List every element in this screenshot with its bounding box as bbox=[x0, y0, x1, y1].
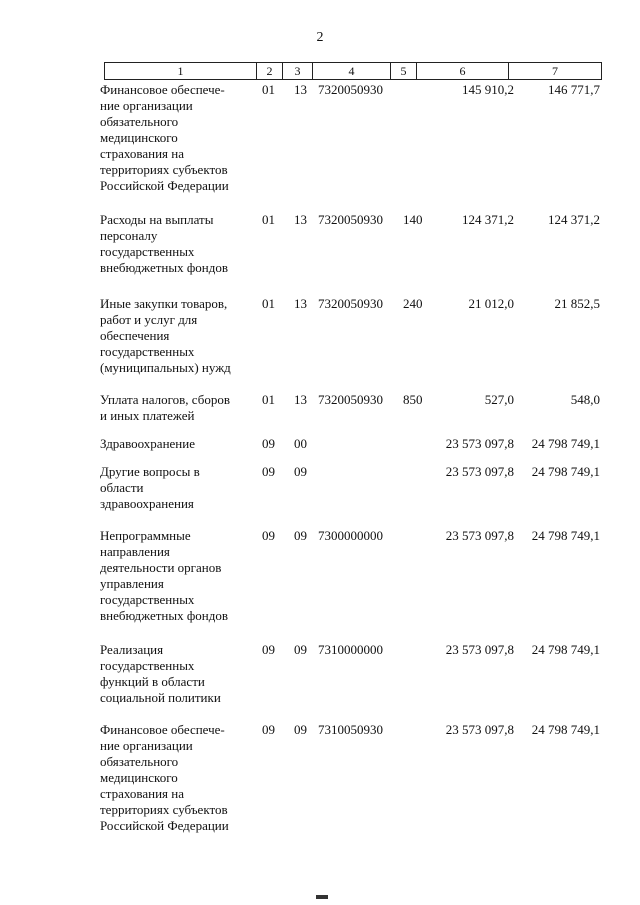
header-col-2: 2 bbox=[257, 63, 283, 79]
row-name: Другие вопросы в области здравоохранения bbox=[100, 464, 200, 511]
row-col-3: 13 bbox=[294, 296, 307, 311]
row-name: Расходы на выплаты персоналу государственных внебюджетных фондов bbox=[100, 212, 228, 275]
row-col-3: 09 bbox=[294, 722, 307, 737]
row-col-2: 01 bbox=[262, 82, 275, 97]
row-col-5: 240 bbox=[403, 296, 423, 311]
header-col-5: 5 bbox=[391, 63, 417, 79]
row-col-7: 24 798 749,1 bbox=[531, 528, 600, 543]
row-name: Реализация государственных функций в области социальной политики bbox=[100, 642, 221, 705]
scan-mark bbox=[316, 895, 328, 899]
row-col-2: 01 bbox=[262, 392, 275, 407]
row-col-3: 09 bbox=[294, 642, 307, 657]
header-col-1: 1 bbox=[105, 63, 257, 79]
page-number: 2 bbox=[316, 30, 324, 45]
row-name: Финансовое обеспече- ние организации обязательного медицинского страхования на территориях субъектов Российской Федерации bbox=[100, 82, 229, 193]
header-col-6: 6 bbox=[417, 63, 509, 79]
row-col-6: 527,0 bbox=[484, 392, 514, 407]
row-col-6: 145 910,2 bbox=[462, 82, 514, 97]
row-col-2: 09 bbox=[262, 464, 275, 479]
row-col-4: 7320050930 bbox=[318, 212, 383, 227]
row-col-3: 13 bbox=[294, 392, 307, 407]
row-name: Уплата налогов, сборов и иных платежей bbox=[100, 392, 230, 423]
header-col-3: 3 bbox=[283, 63, 313, 79]
row-col-3: 09 bbox=[294, 528, 307, 543]
row-col-7: 24 798 749,1 bbox=[531, 642, 600, 657]
row-name: Иные закупки товаров, работ и услуг для обеспечения государственных (муниципальных) нужд bbox=[100, 296, 231, 375]
row-col-2: 01 bbox=[262, 296, 275, 311]
row-col-2: 09 bbox=[262, 436, 275, 451]
row-name: Здравоохранение bbox=[100, 436, 195, 451]
row-col-7: 21 852,5 bbox=[554, 296, 600, 311]
row-col-6: 23 573 097,8 bbox=[445, 436, 514, 451]
row-col-3: 00 bbox=[294, 436, 307, 451]
row-col-3: 09 bbox=[294, 464, 307, 479]
row-col-7: 24 798 749,1 bbox=[531, 722, 600, 737]
row-col-7: 24 798 749,1 bbox=[531, 436, 600, 451]
row-col-5: 850 bbox=[403, 392, 423, 407]
row-col-4: 7300000000 bbox=[318, 528, 383, 543]
row-col-6: 124 371,2 bbox=[462, 212, 514, 227]
header-col-7: 7 bbox=[552, 64, 558, 78]
row-col-4: 7320050930 bbox=[318, 82, 383, 97]
row-col-4: 7320050930 bbox=[318, 392, 383, 407]
row-col-7: 124 371,2 bbox=[548, 212, 600, 227]
header-col-4: 4 bbox=[313, 63, 391, 79]
row-col-4: 7310050930 bbox=[318, 722, 383, 737]
row-name: Непрограммные направления деятельности органов управления государственных внебюджетных фондов bbox=[100, 528, 228, 623]
row-col-6: 23 573 097,8 bbox=[445, 722, 514, 737]
row-col-6: 23 573 097,8 bbox=[445, 528, 514, 543]
row-col-7: 548,0 bbox=[570, 392, 600, 407]
row-col-7: 24 798 749,1 bbox=[531, 464, 600, 479]
row-col-6: 21 012,0 bbox=[468, 296, 514, 311]
row-col-6: 23 573 097,8 bbox=[445, 642, 514, 657]
row-col-5: 140 bbox=[403, 212, 423, 227]
row-col-6: 23 573 097,8 bbox=[445, 464, 514, 479]
row-col-2: 01 bbox=[262, 212, 275, 227]
row-col-4: 7320050930 bbox=[318, 296, 383, 311]
row-col-2: 09 bbox=[262, 642, 275, 657]
row-col-3: 13 bbox=[294, 82, 307, 97]
row-name: Финансовое обеспече- ние организации обязательного медицинского страхования на территориях субъектов Российской Федерации bbox=[100, 722, 229, 833]
row-col-2: 09 bbox=[262, 528, 275, 543]
table-header bbox=[104, 62, 602, 80]
row-col-4: 7310000000 bbox=[318, 642, 383, 657]
row-col-7: 146 771,7 bbox=[548, 82, 600, 97]
row-col-3: 13 bbox=[294, 212, 307, 227]
row-col-2: 09 bbox=[262, 722, 275, 737]
